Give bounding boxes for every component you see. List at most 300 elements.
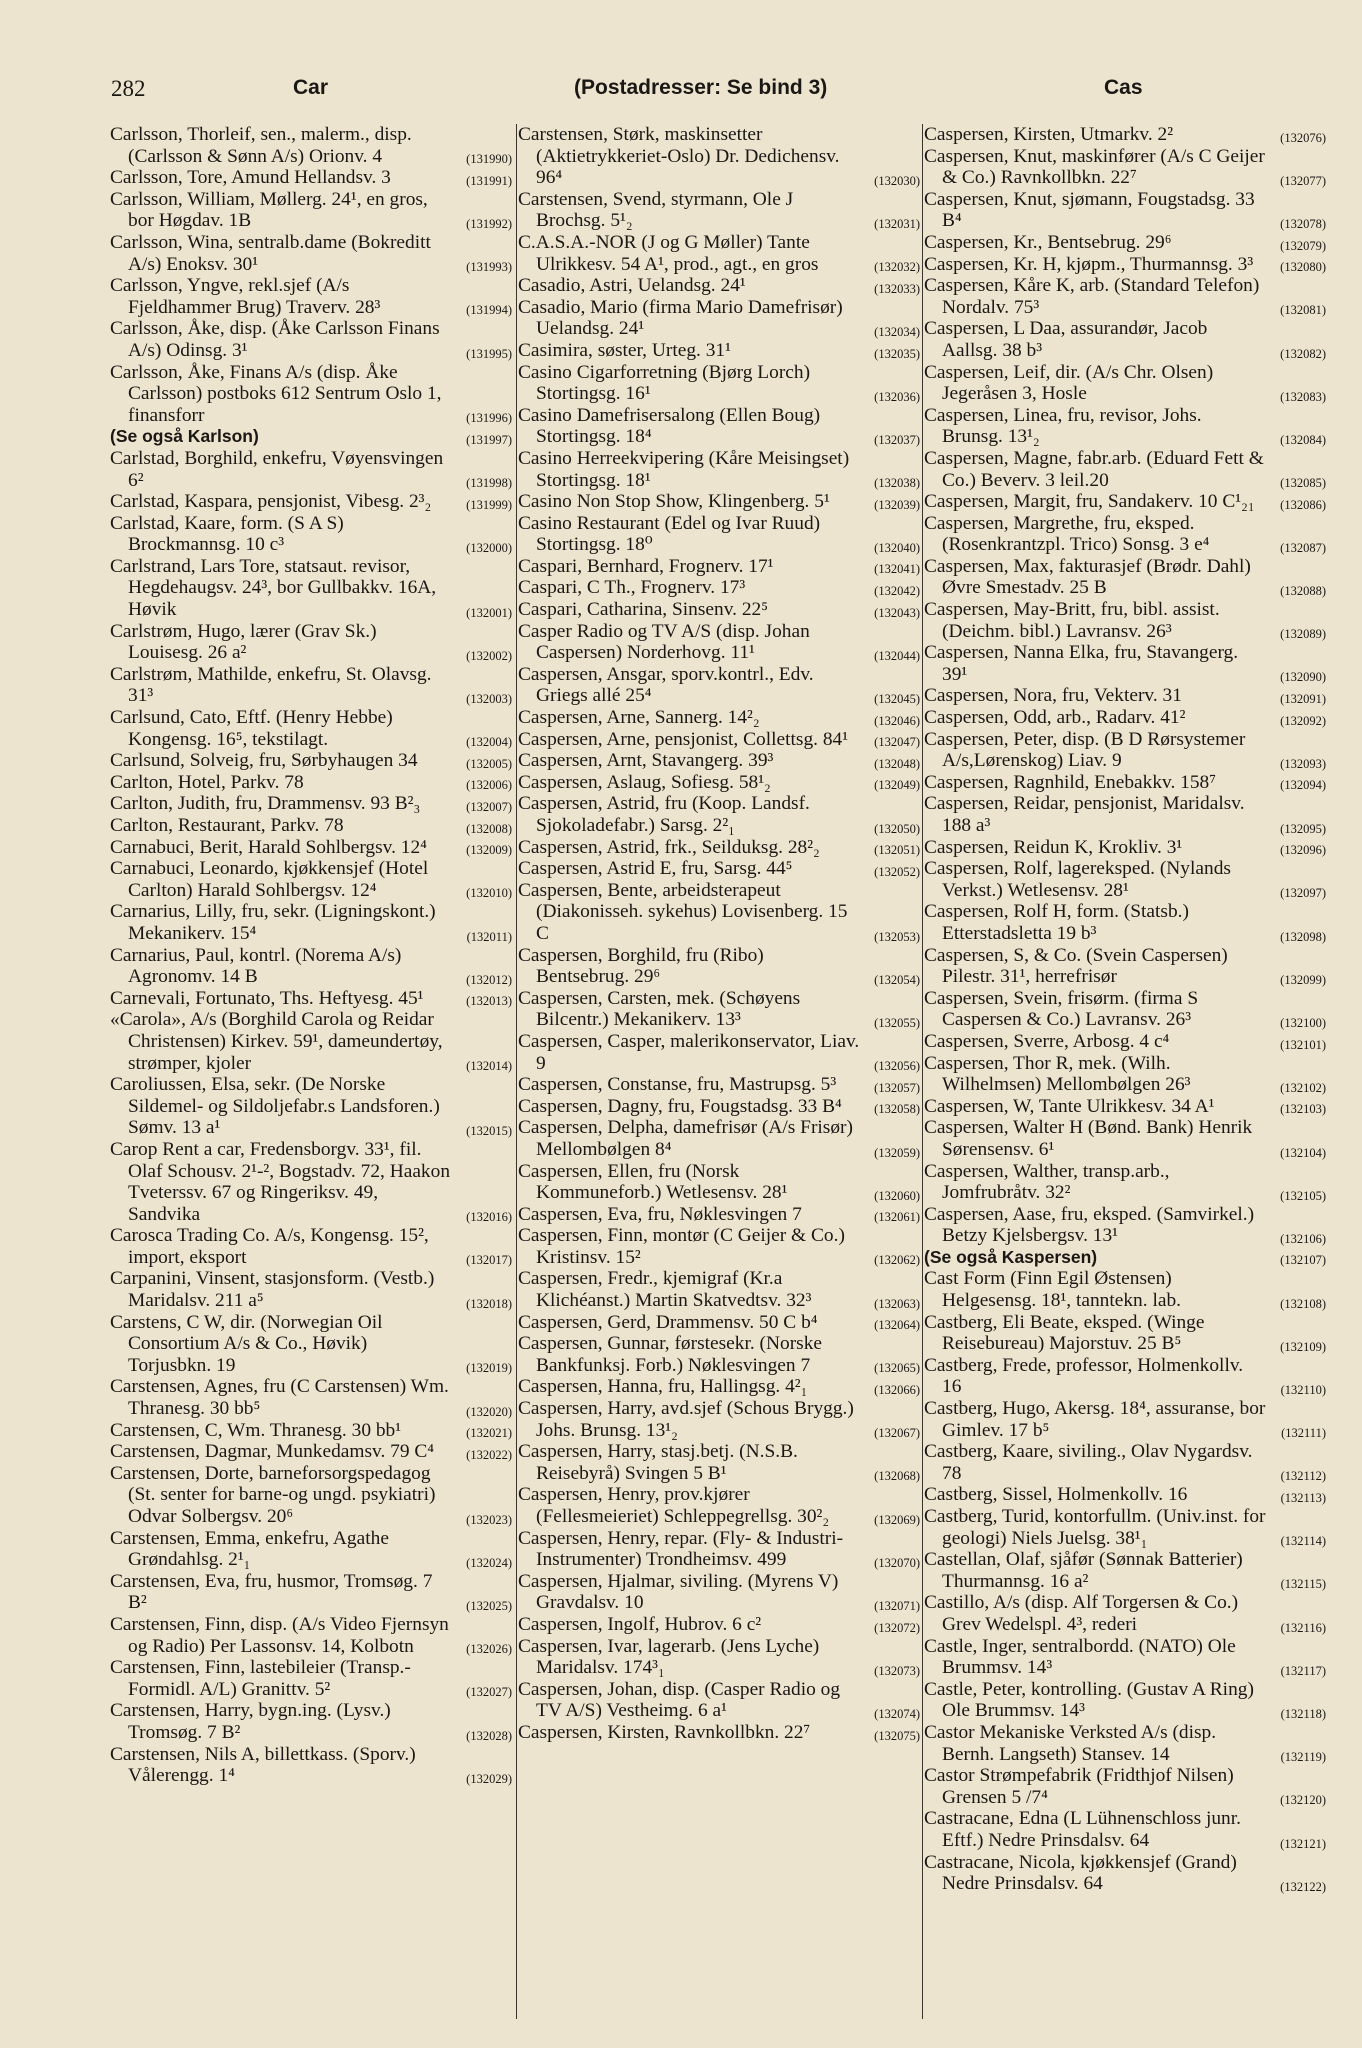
entry-text: Castle, Inger, sentralbordd. (NATO) Ole Brummsv. 14³ <box>924 1635 1236 1679</box>
entry-number: (132037) <box>874 432 920 447</box>
entry-number: (132106) <box>1280 1231 1326 1246</box>
directory-entry <box>518 880 922 945</box>
entry-text: Caspersen, Delpha, damefrisør (A/s Frisør) Mellombølgen 8⁴ <box>518 1117 853 1160</box>
entry-number: (131994) <box>466 303 512 318</box>
entry-number: (132060) <box>874 1188 920 1203</box>
directory-entry <box>518 1333 922 1376</box>
directory-entry <box>924 1592 1328 1635</box>
directory-entry <box>518 577 922 599</box>
entry-number: (132093) <box>1280 756 1326 771</box>
directory-entry <box>518 1161 922 1204</box>
entry-text: Castberg, Eli Beate, eksped. (Winge Reisebureau) Majorstuv. 25 B⁵ <box>924 1311 1205 1355</box>
directory-entry <box>924 232 1328 254</box>
entry-text: Carpanini, Vinsent, stasjonsform. (Vestb.) Maridalsv. 211 a⁵ <box>110 1268 435 1312</box>
directory-entry <box>924 1312 1328 1355</box>
directory-entry <box>518 1312 922 1334</box>
entry-number: (132041) <box>874 562 920 577</box>
directory-entry <box>924 1441 1328 1484</box>
entry-number: (132097) <box>1280 886 1326 901</box>
entry-text: Caspari, C Th., Frognerv. 17³ <box>518 577 746 599</box>
entry-number: (132073) <box>874 1663 920 1678</box>
entry-text: (Se også Kaspersen) <box>924 1246 1098 1267</box>
directory-entry <box>924 124 1328 146</box>
directory-entry <box>924 1398 1328 1441</box>
directory-entry <box>110 664 514 707</box>
directory-entry <box>518 1096 922 1118</box>
entry-number: (132085) <box>1280 476 1326 491</box>
entry-number: (132116) <box>1280 1620 1326 1635</box>
entry-text: Carlstrøm, Mathilde, enkefru, St. Olavsg. 31³ <box>110 663 432 707</box>
entry-number: (132018) <box>466 1296 512 1311</box>
entry-text: Caspersen, Gunnar, førstesekr. (Norske Bankfunksj. Forb.) Nøklesvingen 7 <box>518 1333 823 1376</box>
directory-entry <box>110 988 514 1010</box>
entry-number: (132046) <box>874 713 920 728</box>
directory-entry <box>518 599 922 621</box>
entry-number: (132050) <box>874 821 920 836</box>
entry-number: (132056) <box>874 1059 920 1074</box>
entry-number: (132118) <box>1280 1706 1326 1721</box>
entry-number: (132083) <box>1280 389 1326 404</box>
directory-entry <box>924 513 1328 556</box>
entry-number: (132036) <box>874 389 920 404</box>
directory-entry <box>518 1484 922 1527</box>
entry-text: Caspersen, Bente, arbeidsterapeut (Diakonisseh. sykehus) Lovisenberg. 15 C <box>518 879 848 944</box>
directory-entry <box>518 232 922 275</box>
entry-number: (131999) <box>466 497 512 512</box>
directory-entry <box>924 793 1328 836</box>
entry-number: (132067) <box>874 1426 920 1441</box>
entry-text: Carlsson, Åke, disp. (Åke Carlsson Finans A/s) Odinsg. 3¹ <box>110 318 440 361</box>
directory-entry <box>110 1376 514 1419</box>
entry-text: Caspersen, Casper, malerikonservator, Liav. 9 <box>518 1030 860 1074</box>
entry-text: «Carola», A/s (Borghild Carola og Reidar Christensen) Kirkev. 59¹, dameundertøy, strømper, kjoler <box>110 1009 443 1074</box>
entry-number: (132069) <box>874 1512 920 1527</box>
directory-entry <box>924 1484 1328 1506</box>
entry-number: (132084) <box>1280 432 1326 447</box>
entry-number: (132040) <box>874 540 920 555</box>
entry-number: (132079) <box>1280 238 1326 253</box>
entry-number: (132051) <box>874 843 920 858</box>
entry-text: Carlsson, Wina, sentralb.dame (Bokreditt A/s) Enoksv. 30¹ <box>110 231 431 275</box>
entry-number: (132121) <box>1280 1836 1326 1851</box>
directory-entry <box>110 232 514 275</box>
entry-number: (132017) <box>466 1253 512 1268</box>
entry-number: (132035) <box>874 346 920 361</box>
entry-number: (132063) <box>874 1296 920 1311</box>
entry-number: (132045) <box>874 692 920 707</box>
directory-entry <box>924 448 1328 491</box>
directory-entry <box>518 1117 922 1160</box>
entry-number: (132089) <box>1280 627 1326 642</box>
directory-entry <box>518 750 922 772</box>
entry-text: Castberg, Kaare, siviling., Olav Nygardsv. 78 <box>924 1441 1253 1484</box>
directory-entry <box>110 124 514 167</box>
entry-number: (132108) <box>1280 1296 1326 1311</box>
directory-entry <box>110 1571 514 1614</box>
entry-text: Casadio, Astri, Uelandsg. 24¹ <box>518 275 746 297</box>
entry-number: (132006) <box>466 778 512 793</box>
entry-text: Carstens, C W, dir. (Norwegian Oil Consortium A/s & Co., Høvik) Torjusbkn. 19 <box>110 1311 383 1376</box>
entry-number: (132091) <box>1280 692 1326 707</box>
entry-text: Carlton, Hotel, Parkv. 78 <box>110 771 304 793</box>
entry-text: Carstensen, Nils A, billettkass. (Sporv.) Vålerengg. 1⁴ <box>110 1743 416 1787</box>
entry-text: Carlsson, Tore, Amund Hellandsv. 3 <box>110 167 391 189</box>
entry-number: (132038) <box>874 476 920 491</box>
directory-entry <box>110 491 514 513</box>
entry-number: (131992) <box>466 216 512 231</box>
entry-number: (132042) <box>874 584 920 599</box>
entry-text: Caspersen, Ivar, lagerarb. (Jens Lyche) Maridalsv. 174³₁ <box>518 1635 820 1679</box>
entry-number: (131990) <box>466 152 512 167</box>
entry-number: (132023) <box>466 1512 512 1527</box>
entry-number: (132117) <box>1280 1663 1326 1678</box>
directory-entry <box>110 1139 514 1225</box>
entry-text: Cast Form (Finn Egil Østensen) Helgesensg. 18¹, tanntekn. lab. <box>924 1268 1181 1312</box>
entry-number: (132092) <box>1280 713 1326 728</box>
entry-number: (132013) <box>466 994 512 1009</box>
directory-entry <box>924 901 1328 944</box>
entry-text: Caspersen, Max, fakturasjef (Brødr. Dahl) Øvre Smestadv. 25 B <box>924 555 1251 599</box>
entry-text: Caspersen, Johan, disp. (Casper Radio og TV A/S) Vestheimg. 6 a¹ <box>518 1678 841 1722</box>
directory-entry <box>110 901 514 944</box>
directory-entry <box>110 1225 514 1268</box>
directory-entry <box>110 1420 514 1442</box>
entry-number: (131991) <box>466 173 512 188</box>
directory-entry <box>518 1031 922 1074</box>
entry-text: Caspersen, Hjalmar, siviling. (Myrens V) Gravdalsv. 10 <box>518 1570 839 1614</box>
entry-number: (132033) <box>874 281 920 296</box>
entry-text: Caspersen, Ingolf, Hubrov. 6 c² <box>518 1613 762 1635</box>
entry-number: (132028) <box>466 1728 512 1743</box>
entry-number: (132059) <box>874 1145 920 1160</box>
entry-text: Carlsson, Åke, Finans A/s (disp. Åke Carlsson) postboks 612 Sentrum Oslo 1, finansforr <box>110 361 442 426</box>
directory-entry <box>924 988 1328 1031</box>
entry-number: (132078) <box>1280 216 1326 231</box>
entry-number: (132114) <box>1280 1534 1326 1549</box>
entry-number: (132098) <box>1280 929 1326 944</box>
entry-text: Carlsund, Solveig, fru, Sørbyhaugen 34 <box>110 750 418 772</box>
entry-text: Caspersen, Arne, Sannerg. 14²₂ <box>518 707 760 729</box>
entry-number: (132101) <box>1280 1037 1326 1052</box>
entry-text: Casino Cigarforretning (Bjørg Lorch) Stortingsg. 16¹ <box>518 361 811 405</box>
directory-entry <box>110 189 514 232</box>
directory-entry <box>518 362 922 405</box>
directory-entry <box>518 491 922 513</box>
entry-text: Caspersen, Kr. H, kjøpm., Thurmannsg. 3³ <box>924 253 1254 275</box>
directory-entry <box>518 1376 922 1398</box>
entry-number: (132095) <box>1280 821 1326 836</box>
directory-entry <box>110 1744 514 1787</box>
directory-entry <box>518 988 922 1031</box>
directory-entry <box>110 772 514 794</box>
directory-entry <box>110 513 514 556</box>
entry-text: Caspersen, Kr., Bentsebrug. 29⁶ <box>924 231 1172 253</box>
directory-entry <box>924 146 1328 189</box>
entry-number: (132122) <box>1280 1879 1326 1894</box>
entry-number: (132120) <box>1280 1793 1326 1808</box>
directory-entry <box>110 167 514 189</box>
directory-column-1 <box>110 124 514 2024</box>
directory-entry <box>518 1571 922 1614</box>
entry-text: Carstensen, Størk, maskinsetter (Aktietrykkeriet-Oslo) Dr. Dedichensv. 96⁴ <box>518 124 840 189</box>
directory-entry <box>518 275 922 297</box>
directory-entry <box>924 1053 1328 1096</box>
entry-number: (132100) <box>1280 1015 1326 1030</box>
directory-entry <box>110 621 514 664</box>
directory-entry <box>924 491 1328 513</box>
entry-number: (131993) <box>466 260 512 275</box>
entry-number: (131997) <box>466 432 512 447</box>
directory-entry <box>518 1225 922 1268</box>
entry-text: Castle, Peter, kontrolling. (Gustav A Ring) Ole Brummsv. 14³ <box>924 1678 1254 1722</box>
directory-entry <box>110 1074 514 1139</box>
entry-number: (132022) <box>466 1447 512 1462</box>
entry-number: (132082) <box>1280 346 1326 361</box>
directory-entry <box>110 1268 514 1311</box>
page-header <box>0 76 1362 112</box>
entry-text: Castracane, Edna (L Lühnenschloss junr. Eftf.) Nedre Prinsdalsv. 64 <box>924 1808 1241 1851</box>
entry-text: Caspersen, Hanna, fru, Hallingsg. 4²₁ <box>518 1376 808 1398</box>
entry-text: Castor Strømpefabrik (Fridthjof Nilsen) Grensen 5 /7⁴ <box>924 1765 1234 1808</box>
directory-entry <box>110 1463 514 1528</box>
entry-text: Carstensen, Agnes, fru (C Carstensen) Wm. Thranesg. 30 bb⁵ <box>110 1376 449 1420</box>
directory-entry <box>924 858 1328 901</box>
entry-number: (132109) <box>1280 1339 1326 1354</box>
entry-text: Carlstad, Kaare, form. (S A S) Brockmannsg. 10 c³ <box>110 512 344 556</box>
entry-text: Carlstrøm, Hugo, lærer (Grav Sk.) Louisesg. 26 a² <box>110 620 377 664</box>
entry-text: Carlsson, William, Møllerg. 24¹, en gros, bor Høgdav. 1B <box>110 188 428 232</box>
directory-entry <box>924 1117 1328 1160</box>
entry-text: Caspersen, Reidun K, Krokliv. 3¹ <box>924 836 1183 858</box>
directory-entry <box>110 945 514 988</box>
directory-entry <box>518 189 922 232</box>
directory-entry <box>518 1679 922 1722</box>
entry-text: Caspersen, Walther, transp.arb., Jomfrubråtv. 32² <box>924 1160 1170 1204</box>
directory-entry <box>924 1506 1328 1549</box>
entry-number: (132105) <box>1280 1188 1326 1203</box>
entry-text: Caspersen, Margrethe, fru, eksped. (Rosenkrantzpl. Trico) Sonsg. 3 e⁴ <box>924 512 1210 556</box>
entry-number: (132021) <box>466 1426 512 1441</box>
directory-entry <box>110 837 514 859</box>
entry-text: Caspersen, Peter, disp. (B D Rørsystemer A/s,Lørenskog) Liav. 9 <box>924 728 1246 772</box>
entry-text: Castberg, Hugo, Akersg. 18⁴, assuranse, bor Gimlev. 17 b⁵ <box>924 1398 1266 1441</box>
entry-text: Caspersen, Aslaug, Sofiesg. 58¹₂ <box>518 771 771 793</box>
entry-number: (132088) <box>1280 584 1326 599</box>
column-divider <box>516 124 517 2019</box>
entry-number: (132072) <box>874 1620 920 1635</box>
entry-number: (132003) <box>466 692 512 707</box>
entry-number: (132044) <box>874 648 920 663</box>
directory-entry <box>518 1528 922 1571</box>
entry-text: Caspersen, Linea, fru, revisor, Johs. Brunsg. 13¹₂ <box>924 404 1202 448</box>
entry-text: Caspersen, Dagny, fru, Fougstadsg. 33 B⁴ <box>518 1095 842 1117</box>
entry-number: (132103) <box>1280 1102 1326 1117</box>
entry-number: (132090) <box>1280 670 1326 685</box>
entry-text: Caspersen, Aase, fru, eksped. (Samvirkel.) Betzy Kjelsbergsv. 13¹ <box>924 1203 1255 1247</box>
directory-entry <box>924 405 1328 448</box>
entry-text: Caspersen, Ellen, fru (Norsk Kommuneforb.) Wetlesensv. 28¹ <box>518 1160 788 1204</box>
entry-text: Caspari, Catharina, Sinsenv. 22⁵ <box>518 599 768 621</box>
entry-number: (132004) <box>466 735 512 750</box>
directory-entry <box>518 405 922 448</box>
page-number: 282 <box>111 76 146 101</box>
entry-text: Caroliussen, Elsa, sekr. (De Norske Sildemel- og Sildoljefabr.s Landsforen.) Sømv. 13 a¹ <box>110 1074 440 1139</box>
entry-text: Carlstad, Kaspara, pensjonist, Vibesg. 2³₂ <box>110 491 432 513</box>
entry-text: Carnarius, Lilly, fru, sekr. (Ligningskont.) Mekanikerv. 15⁴ <box>110 901 436 944</box>
directory-entry <box>518 1074 922 1096</box>
entry-number: (132057) <box>874 1080 920 1095</box>
entry-number: (132062) <box>874 1253 920 1268</box>
entry-text: Carstensen, Finn, lastebileier (Transp.-Formidl. A/L) Granittv. 5² <box>110 1657 411 1700</box>
entry-text: Caspersen, Eva, fru, Nøklesvingen 7 <box>518 1203 802 1225</box>
directory-entry <box>518 837 922 859</box>
directory-entry <box>518 621 922 664</box>
directory-entry <box>518 707 922 729</box>
directory-entry <box>518 945 922 988</box>
directory-entry <box>924 707 1328 729</box>
directory-entry <box>110 556 514 621</box>
directory-entry <box>924 556 1328 599</box>
entry-text: Caspersen, Ansgar, sporv.kontrl., Edv. Griegs allé 25⁴ <box>518 663 814 707</box>
entry-text: Carnabuci, Leonardo, kjøkkensjef (Hotel Carlton) Harald Sohlbergsv. 12⁴ <box>110 858 429 901</box>
entry-text: Caspersen, Harry, stasj.betj. (N.S.B. Reisebyrå) Svingen 5 B¹ <box>518 1441 798 1484</box>
directory-entry <box>924 1852 1328 1895</box>
entry-text: Caspersen, Astrid, frk., Seilduksg. 28²₂ <box>518 836 820 858</box>
entry-text: Carstensen, Emma, enkefru, Agathe Grøndahlsg. 2¹₁ <box>110 1527 389 1571</box>
directory-entry <box>924 599 1328 642</box>
directory-entry <box>110 362 514 427</box>
directory-entry <box>110 1657 514 1700</box>
entry-number: (132086) <box>1280 497 1326 512</box>
entry-text: (Se også Karlson) <box>110 426 259 447</box>
entry-number: (132074) <box>874 1706 920 1721</box>
right-guide-word: Cas <box>1104 76 1143 99</box>
entry-number: (132001) <box>466 605 512 620</box>
entry-text: Caspersen, Kirsten, Ravnkollbkn. 22⁷ <box>518 1721 811 1743</box>
entry-text: Caspersen, Henry, prov.kjører (Fellesmeieriet) Schleppegrellsg. 30²₂ <box>518 1484 830 1527</box>
entry-number: (132070) <box>874 1555 920 1570</box>
entry-text: Caspari, Bernhard, Frognerv. 17¹ <box>518 555 774 577</box>
directory-entry <box>924 685 1328 707</box>
directory-entry <box>110 275 514 318</box>
entry-text: Caspersen, Fredr., kjemigraf (Kr.a Klichéanst.) Martin Skatvedtsv. 32³ <box>518 1268 812 1312</box>
entry-number: (132031) <box>874 216 920 231</box>
directory-entry <box>924 1549 1328 1592</box>
directory-entry <box>924 1161 1328 1204</box>
entry-number: (132032) <box>874 260 920 275</box>
entry-number: (132066) <box>874 1383 920 1398</box>
entry-number: (132019) <box>466 1361 512 1376</box>
directory-entry <box>110 1441 514 1463</box>
entry-text: Casimira, søster, Urteg. 31¹ <box>518 339 731 361</box>
entry-number: (132064) <box>874 1318 920 1333</box>
entry-text: Castellan, Olaf, sjåfør (Sønnak Batterier) Thurmannsg. 16 a² <box>924 1549 1243 1592</box>
entry-number: (132043) <box>874 605 920 620</box>
directory-entry <box>110 750 514 772</box>
entry-text: Caspersen, Kåre K, arb. (Standard Telefon) Nordalv. 75³ <box>924 275 1260 318</box>
entry-number: (132034) <box>874 324 920 339</box>
entry-text: Caspersen, Gerd, Drammensv. 50 C b⁴ <box>518 1311 818 1333</box>
entry-number: (132014) <box>466 1059 512 1074</box>
entry-text: Caspersen, Walter H (Bønd. Bank) Henrik Sørensensv. 6¹ <box>924 1117 1253 1160</box>
entry-number: (132010) <box>466 886 512 901</box>
directory-entry <box>518 729 922 751</box>
directory-entry <box>924 275 1328 318</box>
directory-entry <box>924 1096 1328 1118</box>
entry-number: (132009) <box>466 843 512 858</box>
directory-entry <box>924 1636 1328 1679</box>
entry-number: (132096) <box>1280 843 1326 858</box>
directory-entry <box>924 1204 1328 1247</box>
entry-number: (132029) <box>466 1771 512 1786</box>
directory-entry <box>518 858 922 880</box>
directory-entry <box>924 1722 1328 1765</box>
directory-entry <box>924 1765 1328 1808</box>
entry-number: (132110) <box>1280 1383 1326 1398</box>
entry-text: Casino Damefrisersalong (Ellen Boug) Stortingsg. 18⁴ <box>518 404 821 448</box>
entry-text: Carlstrand, Lars Tore, statsaut. revisor, Hegdehaugsv. 24³, bor Gullbakkv. 16A, Høvik <box>110 555 437 621</box>
entry-text: Carstensen, C, Wm. Thranesg. 30 bb¹ <box>110 1419 402 1441</box>
entry-number: (132024) <box>466 1555 512 1570</box>
directory-entry <box>518 124 922 189</box>
entry-text: Caspersen, Kirsten, Utmarkv. 2² <box>924 124 1174 145</box>
entry-text: Caspersen, Borghild, fru (Ribo) Bentsebrug. 29⁶ <box>518 944 764 988</box>
entry-text: Carnabuci, Berit, Harald Sohlbergsv. 12⁴ <box>110 836 427 858</box>
entry-number: (132077) <box>1280 173 1326 188</box>
entry-text: Caspersen, Svein, frisørm. (firma S Caspersen & Co.) Lavransv. 26³ <box>924 987 1199 1031</box>
entry-text: Castor Mekaniske Verksted A/s (disp. Bernh. Langseth) Stansev. 14 <box>924 1721 1217 1765</box>
entry-number: (131995) <box>466 346 512 361</box>
entry-text: Castberg, Sissel, Holmenkollv. 16 <box>924 1484 1188 1506</box>
entry-number: (132039) <box>874 497 920 512</box>
entry-text: Caspersen, Nanna Elka, fru, Stavangerg. 39¹ <box>924 642 1239 685</box>
entry-number: (132048) <box>874 756 920 771</box>
directory-entry <box>110 1614 514 1657</box>
directory-entry <box>924 945 1328 988</box>
entry-number: (132119) <box>1280 1750 1326 1765</box>
entry-number: (132011) <box>466 929 512 944</box>
directory-column-2 <box>518 124 922 2024</box>
entry-number: (132030) <box>874 173 920 188</box>
directory-entry <box>110 793 514 815</box>
entry-number: (132055) <box>874 1015 920 1030</box>
directory-entry <box>924 1268 1328 1311</box>
directory-entry <box>110 1312 514 1377</box>
entry-text: Caspersen, Arne, pensjonist, Collettsg. 84¹ <box>518 728 849 750</box>
entry-number: (132049) <box>874 778 920 793</box>
directory-entry <box>924 772 1328 794</box>
directory-entry <box>924 729 1328 772</box>
directory-entry <box>924 318 1328 361</box>
directory-entry <box>518 664 922 707</box>
directory-entry <box>518 297 922 340</box>
directory-entry <box>924 1679 1328 1722</box>
entry-text: Caspersen, Astrid, fru (Koop. Landsf. Sjokoladefabr.) Sarsg. 2²₁ <box>518 793 810 836</box>
directory-entry <box>518 1204 922 1226</box>
entry-text: C.A.S.A.-NOR (J og G Møller) Tante Ulrikkesv. 54 A¹, prod., agt., en gros <box>518 231 819 275</box>
entry-text: Caspersen, W, Tante Ulrikkesv. 34 A¹ <box>924 1095 1215 1117</box>
entry-text: Caspersen, Rolf, lagereksped. (Nylands Verkst.) Wetlesensv. 28¹ <box>924 858 1231 901</box>
entry-number: (132026) <box>466 1642 512 1657</box>
directory-entry <box>110 1009 514 1074</box>
entry-number: (132012) <box>466 972 512 987</box>
directory-entry <box>518 1614 922 1636</box>
entry-text: Caspersen, Knut, sjømann, Fougstadsg. 33 B⁴ <box>924 188 1255 232</box>
directory-entry <box>518 448 922 491</box>
entry-number: (132107) <box>1280 1253 1326 1268</box>
entry-number: (132115) <box>1280 1577 1326 1592</box>
entry-number: (132061) <box>874 1210 920 1225</box>
